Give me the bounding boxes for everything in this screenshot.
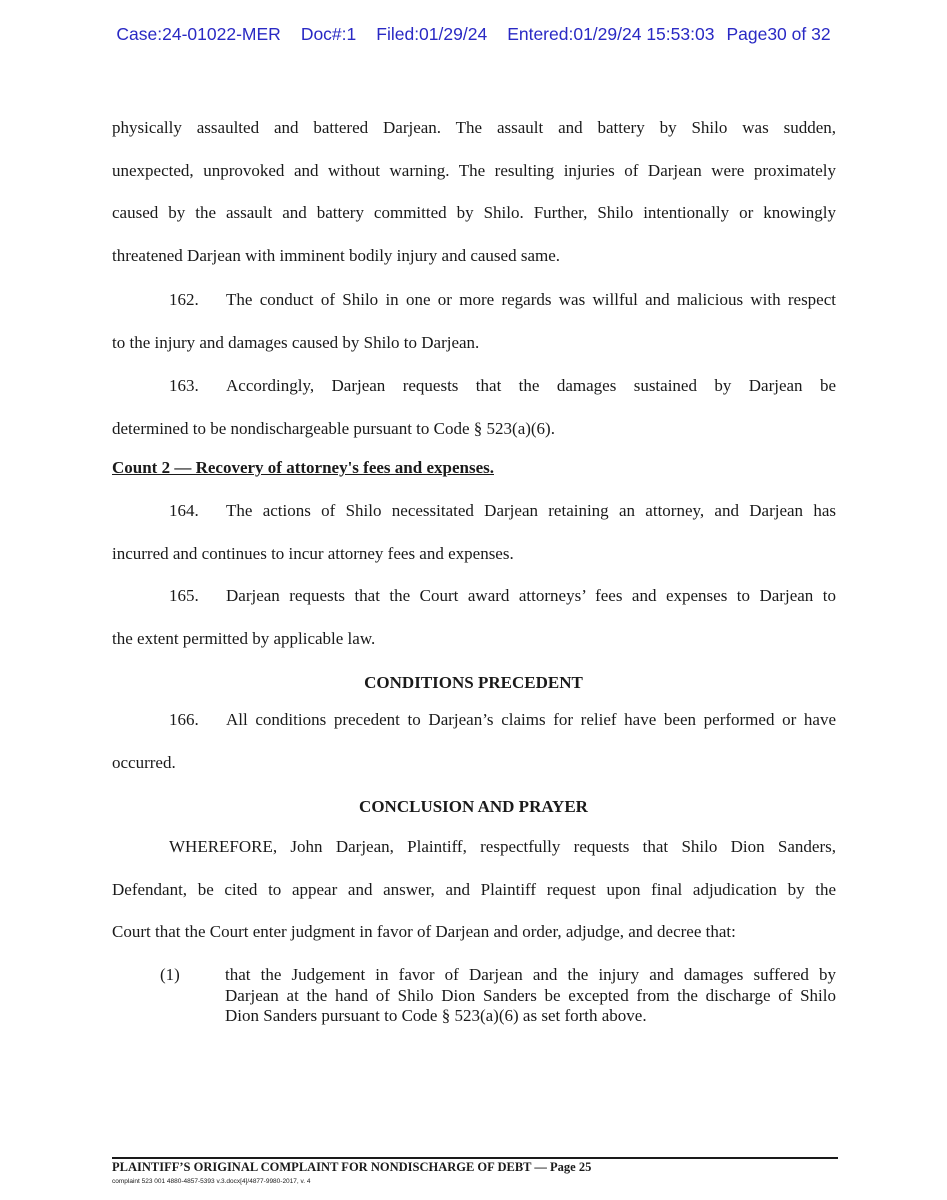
text-line: to the injury and damages caused by Shilo to Darjean.: [112, 332, 480, 352]
paragraph-number: 166.: [169, 710, 199, 729]
text-line: Darjean at the hand of Shilo Dion Sanders be excepted from the discharge of Shilo: [225, 985, 836, 1005]
entered-date: Entered:01/29/24 15:53:03: [507, 24, 715, 44]
text-line: occurred.: [112, 752, 176, 772]
paragraph-166: [112, 699, 836, 784]
text-line: that the Judgement in favor of Darjean and the injury and damages suffered by: [225, 965, 836, 984]
wherefore-paragraph: [112, 826, 836, 954]
case-number: Case:24-01022-MER: [116, 24, 281, 44]
footer-divider: [112, 1157, 838, 1159]
text-run: The actions of Shilo necessitated Darjean retaining an attorney, and Darjean has: [226, 501, 836, 520]
text-line: Defendant, be cited to appear and answer, and Plaintiff request upon final adjudication by the: [112, 879, 836, 899]
footer-title: PLAINTIFF’S ORIGINAL COMPLAINT FOR NONDISCHARGE OF DEBT — Page 25: [112, 1160, 592, 1174]
paragraph-164: [112, 490, 836, 575]
text-run: Darjean requests that the Court award attorneys’ fees and expenses to Darjean to: [226, 586, 836, 605]
text-line: [112, 490, 836, 533]
doc-number: Doc#:1: [300, 24, 357, 44]
text-line: [112, 279, 836, 322]
text-line: incurred and continues to incur attorney fees and expenses.: [112, 543, 514, 563]
paragraph-number: 163.: [169, 376, 199, 395]
text-run: All conditions precedent to Darjean’s claims for relief have been performed or have: [226, 710, 836, 729]
paragraph-number: 165.: [169, 586, 199, 605]
text-line: [112, 365, 836, 408]
conditions-precedent-heading: CONDITIONS PRECEDENT: [364, 673, 583, 692]
text-line: determined to be nondischargeable pursuant to Code § 523(a)(6).: [112, 418, 555, 438]
paragraph-163: [112, 365, 836, 450]
text-line: [112, 575, 836, 618]
filed-date: Filed:01/29/24: [376, 24, 488, 44]
text-line: physically assaulted and battered Darjean. The assault and battery by Shilo was sudden,: [112, 118, 836, 137]
paragraph-165: [112, 575, 836, 660]
text-line: [112, 699, 836, 742]
prayer-item-number: (1): [160, 965, 180, 984]
paragraph-162: [112, 279, 836, 364]
text-line: unexpected, unprovoked and without warning. The resulting injuries of Darjean were proximately: [112, 160, 836, 180]
text-line: WHEREFORE, John Darjean, Plaintiff, respectfully requests that Shilo Dion Sanders,: [169, 837, 836, 856]
text-line: the extent permitted by applicable law.: [112, 628, 376, 648]
prayer-item-text: [225, 965, 836, 1027]
filing-header: [0, 24, 947, 45]
text-run: Accordingly, Darjean requests that the damages sustained by Darjean be: [226, 376, 836, 395]
conclusion-prayer-heading: CONCLUSION AND PRAYER: [359, 797, 588, 816]
footer-document-id: complaint 523 001 4880-4857-5393 v.3.docx[4]/4877-9980-2017, v. 4: [112, 1178, 311, 1185]
text-run: The conduct of Shilo in one or more regards was willful and malicious with respect: [226, 290, 836, 309]
paragraph-number: 164.: [169, 501, 199, 520]
text-line: Dion Sanders pursuant to Code § 523(a)(6) as set forth above.: [225, 1006, 647, 1025]
text-line: caused by the assault and battery committed by Shilo. Further, Shilo intentionally or knowingly: [112, 203, 836, 222]
page-indicator: Page30 of 32: [726, 24, 831, 44]
text-line: Court that the Court enter judgment in favor of Darjean and order, adjudge, and decree that:: [112, 922, 736, 941]
text-line: threatened Darjean with imminent bodily injury and caused same.: [112, 245, 561, 265]
count-2-heading: Count 2 — Recovery of attorney's fees and expenses.: [112, 458, 494, 477]
paragraph-number: 162.: [169, 290, 199, 309]
paragraph-continuation: [112, 107, 836, 277]
